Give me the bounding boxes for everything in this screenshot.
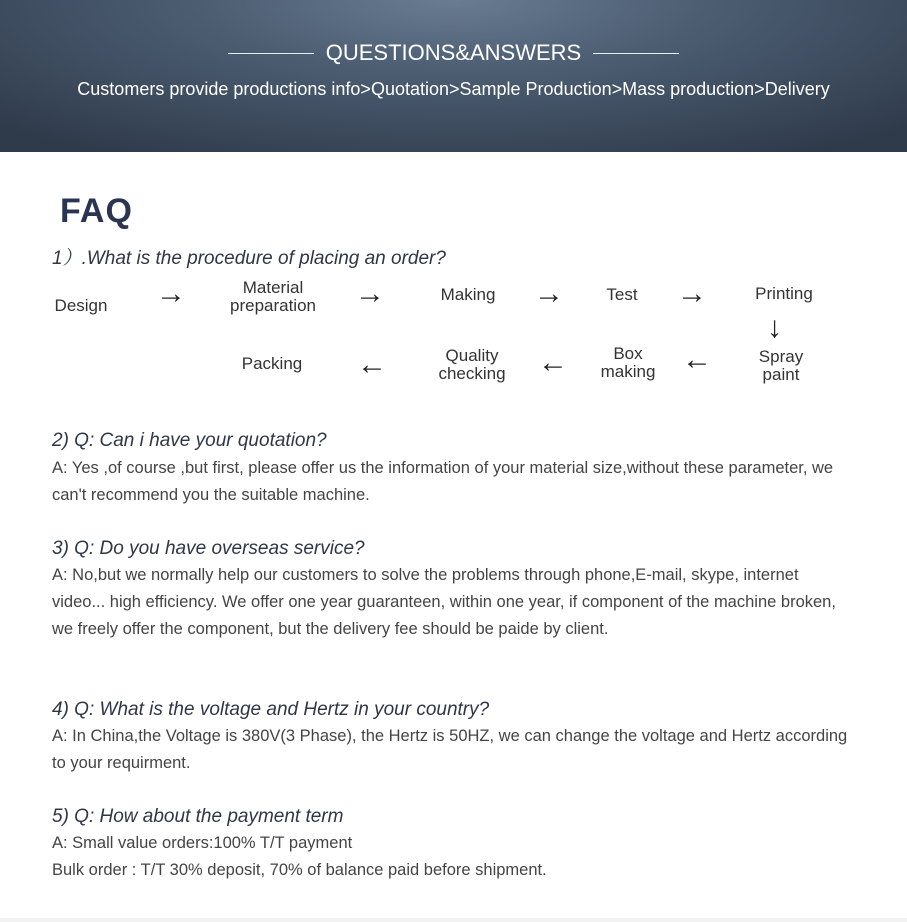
question-2: 2) Q: Can i have your quotation? [52, 430, 327, 451]
answer-2: A: Yes ,of course ,but first, please offer us the information of your material size,without these parameter, we can't recommend you the suitable machine. [52, 459, 834, 504]
header-title-row [0, 38, 907, 68]
flow-step-box-making: Box making [600, 344, 656, 381]
arrow-left-icon: ← [538, 346, 568, 379]
arrow-right-icon: → [355, 277, 385, 310]
arrow-down-icon: ↓ [767, 311, 782, 344]
question-3: 3) Q: Do you have overseas service? [52, 538, 365, 559]
header-subtitle: Customers provide productions info>Quotation>Sample Production>Mass production>Delivery [77, 79, 830, 99]
flow-step-spray-paint: Spray paint [758, 347, 804, 384]
header-divider-left [228, 53, 314, 54]
flow-step-design: Design [54, 296, 108, 315]
flow-step-printing: Printing [755, 284, 813, 303]
arrow-right-icon: → [156, 277, 186, 310]
header-title: QUESTIONS&ANSWERS [325, 40, 582, 65]
arrow-left-icon: ← [357, 348, 387, 381]
flow-step-material-preparation: Material preparation [229, 278, 317, 315]
question-5: 5) Q: How about the payment term [52, 806, 344, 827]
header-banner [0, 0, 907, 152]
arrow-right-icon: → [534, 277, 564, 310]
question-4: 4) Q: What is the voltage and Hertz in your country? [52, 699, 490, 720]
bottom-divider [0, 918, 907, 922]
arrow-right-icon: → [677, 277, 707, 310]
answer-3: A: No,but we normally help our customers to solve the problems through phone,E-mail, skype, internet video... high efficiency. We offer one year guaranteen, within one year, if component of the machine broken, we freely offer the component, but the delivery fee should be paide by client. [52, 566, 836, 638]
arrow-left-icon: ← [682, 343, 712, 376]
flow-step-quality-checking: Quality checking [438, 346, 506, 383]
answer-5-line-1: A: Small value orders:100% T/T payment [52, 834, 353, 852]
flow-step-packing: Packing [241, 354, 303, 373]
answer-4: A: In China,the Voltage is 380V(3 Phase), the Hertz is 50HZ, we can change the voltage and Hertz according to your requirment. [52, 727, 848, 772]
answer-5-line-2: Bulk order : T/T 30% deposit, 70% of balance paid before shipment. [52, 861, 547, 879]
header-divider-right [593, 53, 679, 54]
question-1: 1）.What is the procedure of placing an order? [52, 248, 446, 269]
flow-step-test: Test [606, 285, 638, 304]
faq-title: FAQ [60, 192, 133, 230]
flow-step-making: Making [440, 285, 496, 304]
